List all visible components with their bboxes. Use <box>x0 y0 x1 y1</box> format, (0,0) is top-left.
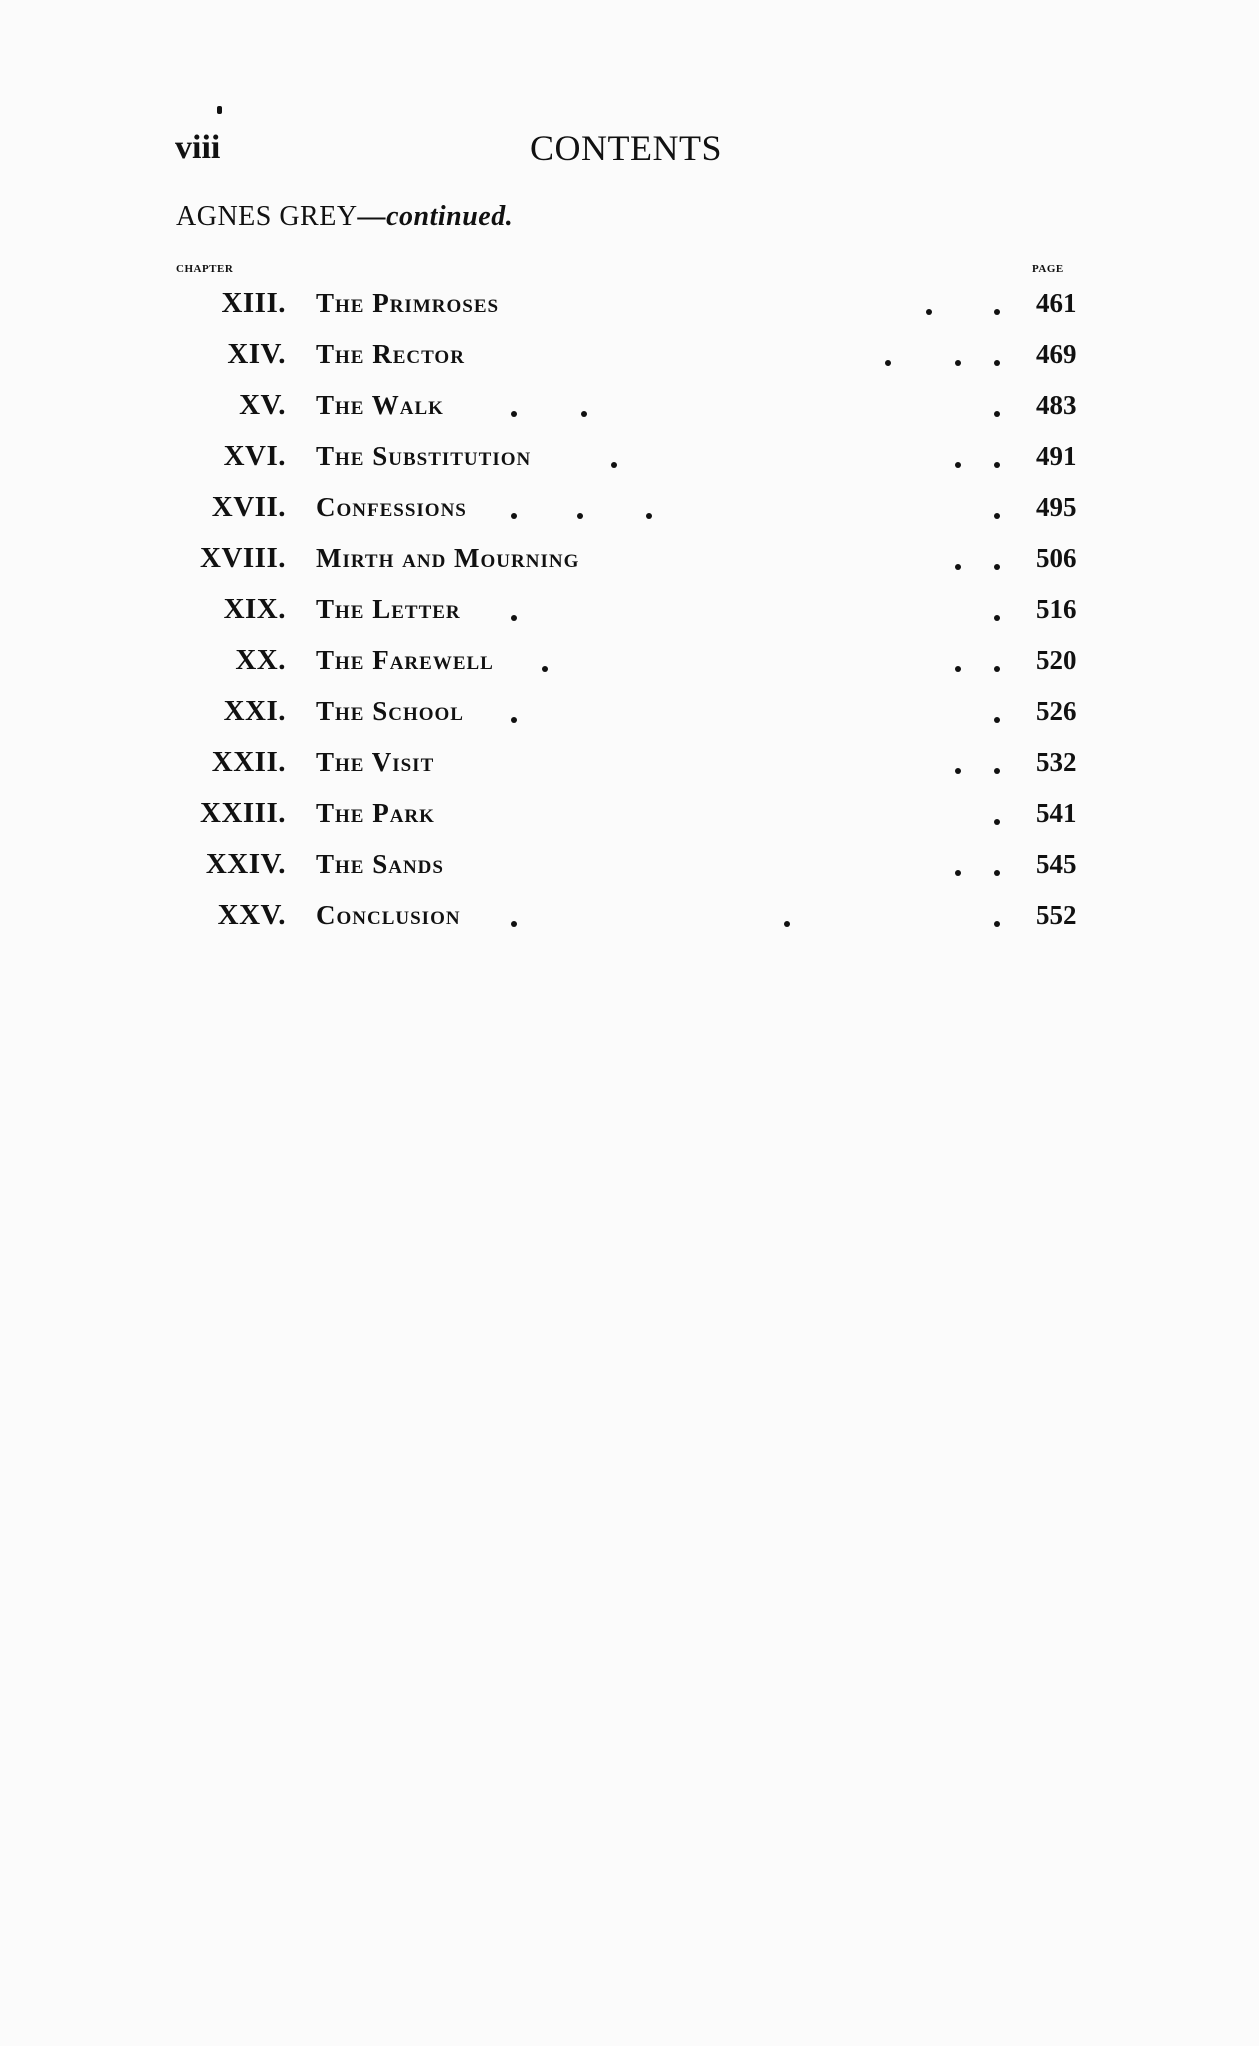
chapter-numeral: XIV. <box>227 338 286 370</box>
leader-dot <box>955 462 961 468</box>
chapter-title: The Walk <box>316 390 444 420</box>
page-ref: 469 <box>1036 339 1077 369</box>
toc-entry <box>0 691 1259 731</box>
chapter-title: The Park <box>316 798 435 828</box>
chapter-numeral: XVII. <box>211 491 286 523</box>
chapter-numeral: XV. <box>239 389 286 421</box>
leader-dot <box>955 768 961 774</box>
leader-dot <box>885 360 891 366</box>
leader-dot <box>955 564 961 570</box>
chapter-title: Conclusion <box>316 900 461 930</box>
leader-dot <box>511 411 517 417</box>
leader-dot <box>511 717 517 723</box>
book-title <box>176 200 513 234</box>
toc-entry <box>0 844 1259 884</box>
chapter-numeral: XXI. <box>223 695 286 727</box>
chapter-title: The Sands <box>316 849 444 879</box>
page-ref: 532 <box>1036 747 1077 777</box>
leader-dot <box>611 462 617 468</box>
leader-dot <box>542 666 548 672</box>
chapter-numeral: XXV. <box>217 899 286 931</box>
leader-dot <box>994 666 1000 672</box>
chapter-numeral: XXIV. <box>205 848 286 880</box>
leader-dot <box>511 921 517 927</box>
page-ref: 483 <box>1036 390 1077 420</box>
toc-entry <box>0 538 1259 578</box>
leader-dot <box>955 666 961 672</box>
leader-dot <box>994 360 1000 366</box>
page-ref: 495 <box>1036 492 1077 522</box>
leader-dot <box>955 360 961 366</box>
leader-dot <box>994 309 1000 315</box>
toc-entry <box>0 283 1259 323</box>
page-ref: 526 <box>1036 696 1077 726</box>
toc-entry <box>0 793 1259 833</box>
page-ref: 461 <box>1036 288 1077 318</box>
page-number: viii <box>175 129 221 166</box>
chapter-numeral: XVIII. <box>200 542 286 574</box>
toc-entry <box>0 487 1259 527</box>
leader-dot <box>994 819 1000 825</box>
chapter-title: The Farewell <box>316 645 494 675</box>
running-title: CONTENTS <box>530 128 722 168</box>
leader-dot <box>994 921 1000 927</box>
leader-dot <box>577 513 583 519</box>
page-ref: 545 <box>1036 849 1077 879</box>
toc-entry <box>0 640 1259 680</box>
page-ref: 541 <box>1036 798 1077 828</box>
chapter-title: Confessions <box>316 492 467 522</box>
chapter-numeral: XXII. <box>211 746 286 778</box>
toc-entry <box>0 385 1259 425</box>
toc-entry <box>0 589 1259 629</box>
toc-entry <box>0 742 1259 782</box>
leader-dot <box>994 870 1000 876</box>
chapter-numeral: XXIII. <box>200 797 286 829</box>
page-ref: 552 <box>1036 900 1077 930</box>
ink-speck <box>217 106 222 114</box>
chapter-title: The School <box>316 696 464 726</box>
toc-entry <box>0 436 1259 476</box>
page-ref: 491 <box>1036 441 1077 471</box>
toc-entry <box>0 895 1259 935</box>
leader-dot <box>994 768 1000 774</box>
leader-dot <box>955 870 961 876</box>
chapter-title: The Letter <box>316 594 461 624</box>
chapter-numeral: XIX. <box>223 593 286 625</box>
chapter-numeral: XVI. <box>223 440 286 472</box>
page-ref: 520 <box>1036 645 1077 675</box>
leader-dot <box>994 615 1000 621</box>
leader-dot <box>994 717 1000 723</box>
page-ref: 516 <box>1036 594 1077 624</box>
chapter-column-header: chapter <box>176 260 234 276</box>
leader-dot <box>581 411 587 417</box>
leader-dot <box>926 309 932 315</box>
toc-entry <box>0 334 1259 374</box>
book-title-text: AGNES GREY <box>176 201 358 232</box>
leader-dot <box>994 564 1000 570</box>
leader-dot <box>511 513 517 519</box>
leader-dot <box>511 615 517 621</box>
page-ref: 506 <box>1036 543 1077 573</box>
chapter-title: The Visit <box>316 747 435 777</box>
chapter-title: The Rector <box>316 339 465 369</box>
leader-dot <box>646 513 652 519</box>
leader-dot <box>784 921 790 927</box>
leader-dot <box>994 513 1000 519</box>
leader-dot <box>994 411 1000 417</box>
chapter-numeral: XIII. <box>221 287 286 319</box>
leader-dot <box>994 462 1000 468</box>
chapter-numeral: XX. <box>235 644 286 676</box>
chapter-title: The Primroses <box>316 288 500 318</box>
chapter-title: Mirth and Mourning <box>316 543 580 573</box>
page-column-header: page <box>1032 260 1259 2046</box>
chapter-title: The Substitution <box>316 441 532 471</box>
continued-label: —continued. <box>357 201 514 232</box>
